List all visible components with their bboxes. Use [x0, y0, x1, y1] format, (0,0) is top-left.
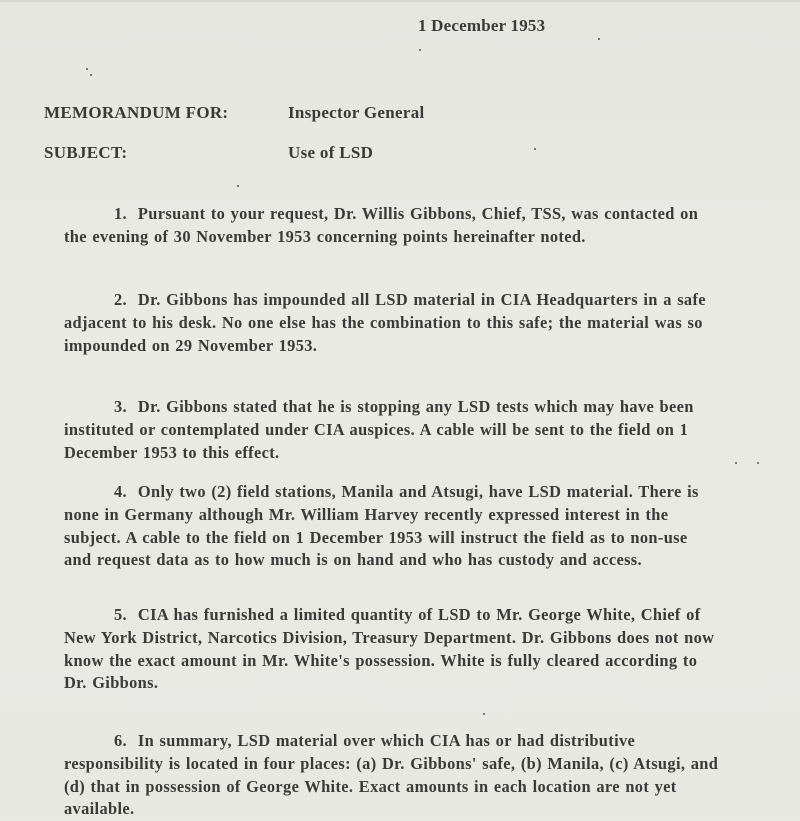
- paragraph-5: [64, 604, 719, 695]
- paragraph-text: Dr. Gibbons has impounded all LSD material in CIA Headquarters in a safe adjacent to his desk. No one else has the combination to this safe; the material was so impounded on 29 November 1953.: [64, 290, 706, 355]
- scan-speck: [483, 713, 485, 715]
- scan-speck: [598, 38, 600, 40]
- memorandum-for-label: MEMORANDUM FOR:: [44, 103, 229, 122]
- paragraph-number: 6.: [114, 731, 127, 750]
- paragraph-4: [64, 481, 719, 572]
- paragraph-text: CIA has furnished a limited quantity of LSD to Mr. George White, Chief of New York District, Narcotics Division, Treasury Department. Dr. Gibbons does not now know the exact amount in Mr. White's possession. White is fully cleared according to Dr. Gibbons.: [64, 605, 715, 693]
- paragraph-1: [64, 203, 719, 249]
- paragraph-text: Pursuant to your request, Dr. Willis Gibbons, Chief, TSS, was contacted on the evening of 30 November 1953 concerning points hereinafter noted.: [64, 204, 699, 246]
- scan-speck: [534, 148, 536, 150]
- paragraph-text: Only two (2) field stations, Manila and Atsugi, have LSD material. There is none in Germany although Mr. William Harvey recently expressed interest in the subject. A cable to the field on 1 December 1953 will instruct the field as to non-use and request data as to how much is on hand and who has custody and access.: [64, 482, 699, 570]
- scan-speck: [735, 462, 737, 464]
- paragraph-text: In summary, LSD material over which CIA has or had distributive responsibility is located in four places: (a) Dr. Gibbons' safe, (b) Manila, (c) Atsugi, and (d) that in possession of George White. Exact amounts in each location are not yet available.: [64, 731, 719, 819]
- memorandum-for-value: Inspector General: [288, 103, 425, 122]
- paragraph-number: 2.: [114, 290, 127, 309]
- paragraph-number: 1.: [114, 204, 127, 223]
- scan-speck: [757, 462, 759, 464]
- paragraph-3: [64, 396, 719, 464]
- subject-label: SUBJECT:: [44, 143, 128, 162]
- scan-speck: [90, 74, 92, 76]
- memo-date: 1 December 1953: [418, 16, 546, 35]
- scan-speck: [419, 49, 421, 51]
- memorandum-for-row: [44, 103, 425, 123]
- subject-row: [44, 143, 373, 163]
- paragraph-6: [64, 730, 719, 821]
- paragraph-text: Dr. Gibbons stated that he is stopping any LSD tests which may have been instituted or contemplated under CIA auspices. A cable will be sent to the field on 1 December 1953 to this effect.: [64, 397, 694, 462]
- subject-value: Use of LSD: [288, 143, 374, 162]
- paragraph-number: 3.: [114, 397, 127, 416]
- scan-speck: [86, 68, 88, 70]
- scan-speck: [237, 185, 239, 187]
- paragraph-number: 5.: [114, 605, 127, 624]
- paragraph-2: [64, 289, 719, 357]
- paragraph-number: 4.: [114, 482, 127, 501]
